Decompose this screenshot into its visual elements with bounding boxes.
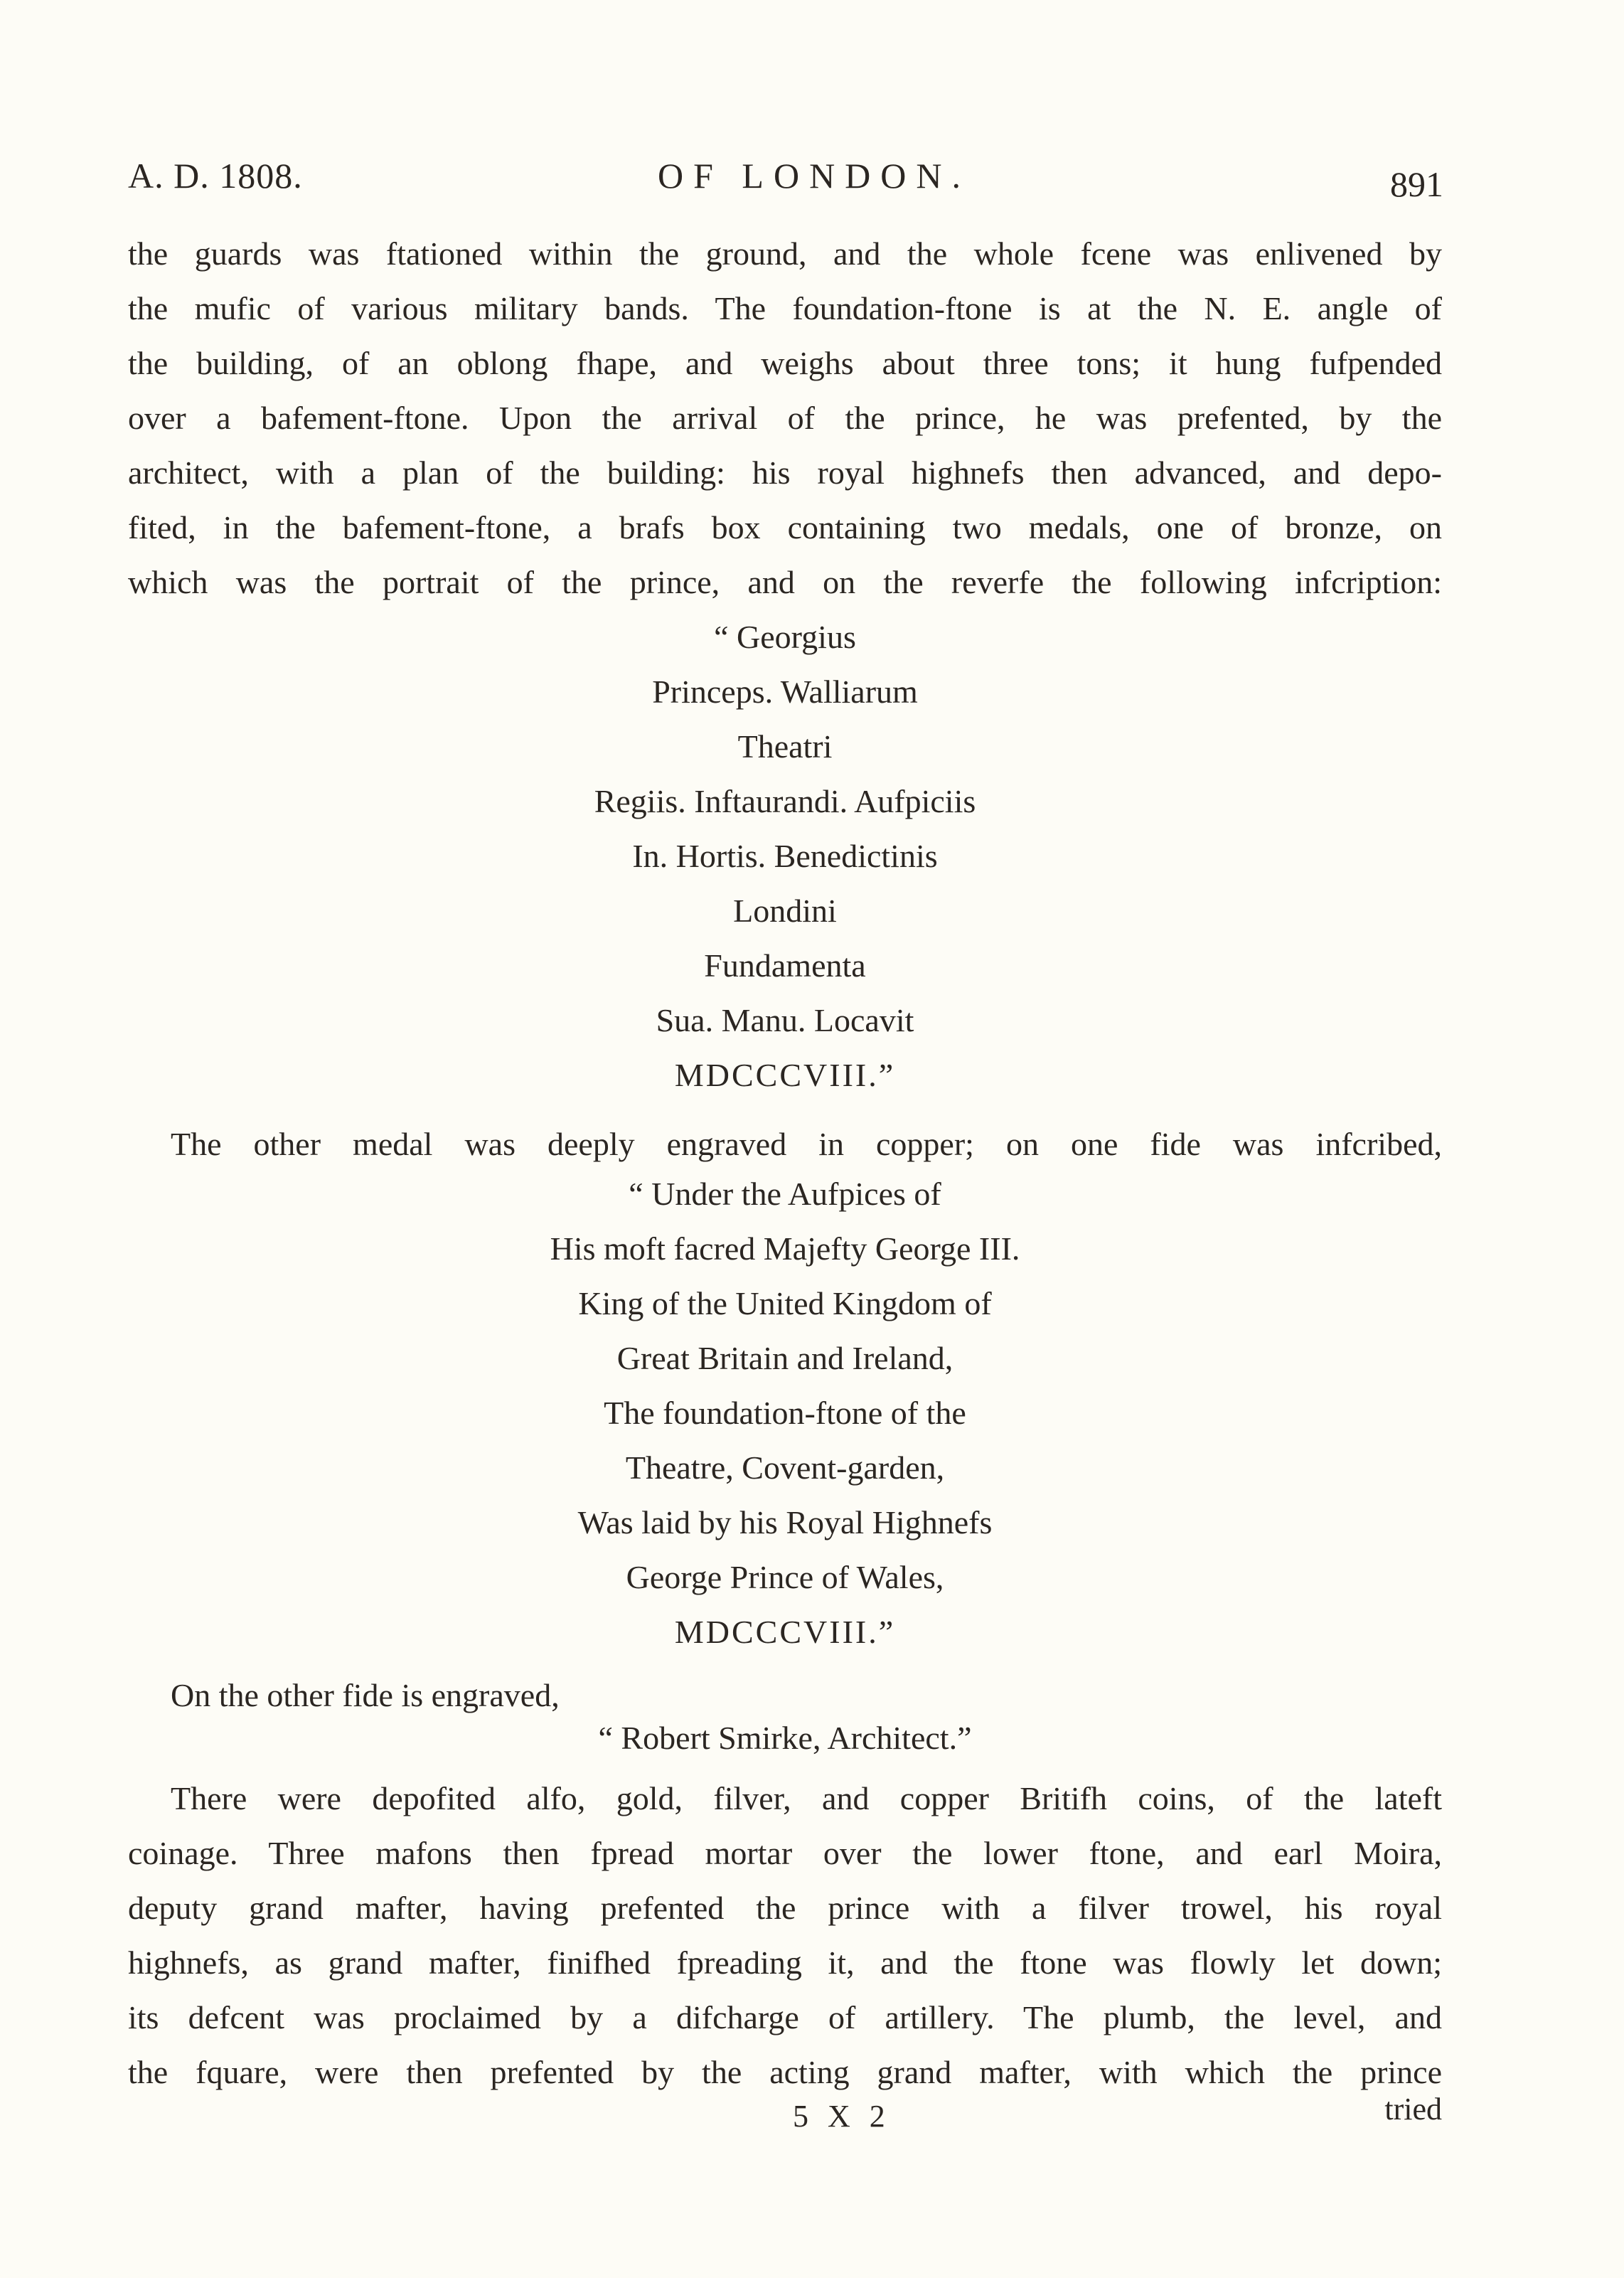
text-line: deputy grand mafter, having prefented the prince with a filver trowel, his royal <box>128 1890 1442 1926</box>
inscription-3 <box>128 1710 1442 1765</box>
inscription-line: The foundation-ftone of the <box>604 1395 966 1431</box>
text-line: The other medal was deeply engraved in copper; on one fide was infcribed, <box>171 1126 1442 1162</box>
signature-mark: 5 X 2 <box>793 2099 891 2134</box>
page-number: 891 <box>1390 164 1443 204</box>
text-line: the guards was ftationed within the ground, and the whole fcene was enlivened by <box>128 235 1442 272</box>
text-line: its defcent was proclaimed by a difcharge of artillery. The plumb, the level, and <box>128 1999 1442 2035</box>
inscription-line: Theatri <box>737 728 833 765</box>
inscription-line: Regiis. Inftaurandi. Aufpiciis <box>594 783 976 819</box>
text-line: the building, of an oblong fhape, and weighs about three tons; it hung fufpended <box>128 345 1442 381</box>
text-line: the mufic of various military bands. The foundation-ftone is at the N. E. angle of <box>128 290 1442 326</box>
text-line: highnefs, as grand mafter, finifhed fpreading it, and the ftone was flowly let down; <box>128 1944 1442 1981</box>
inscription-line: “ Robert Smirke, Architect.” <box>598 1720 972 1756</box>
text-line: coinage. Three mafons then fpread mortar over the lower ftone, and earl Moira, <box>128 1835 1442 1871</box>
paragraph-2 <box>128 1117 1442 1171</box>
paragraph-4 <box>128 1771 1442 2099</box>
running-header <box>128 149 1443 206</box>
inscription-line: Great Britain and Ireland, <box>616 1340 953 1376</box>
inscription-line: His moft facred Majefty George III. <box>550 1230 1020 1267</box>
catchword: tried <box>1384 2092 1442 2127</box>
inscription-line: George Prince of Wales, <box>626 1559 944 1595</box>
inscription-date: MDCCCVIII.” <box>674 1614 896 1650</box>
text-line: There were depofited alfo, gold, filver, and copper Britifh coins, of the lateft <box>171 1780 1442 1816</box>
inscription-line: Fundamenta <box>704 947 866 984</box>
inscription-line: Princeps. Walliarum <box>652 674 918 710</box>
text-line: On the other fide is engraved, <box>171 1677 560 1713</box>
inscription-line: Sua. Manu. Locavit <box>656 1002 914 1038</box>
text-line: the fquare, were then prefented by the acting grand mafter, with which the prince <box>128 2054 1442 2090</box>
header-title: OF LONDON. <box>658 156 971 196</box>
inscription-1 <box>128 610 1442 1102</box>
inscription-line: Theatre, Covent-garden, <box>625 1449 945 1486</box>
inscription-line: Londini <box>733 893 837 929</box>
text-line: architect, with a plan of the building: his royal highnefs then advanced, and depo- <box>128 454 1442 491</box>
text-line: over a bafement-ftone. Upon the arrival of the prince, he was prefented, by the <box>128 400 1442 436</box>
header-year: A. D. 1808. <box>128 156 303 196</box>
text-line: fited, in the bafement-ftone, a brafs box containing two medals, one of bronze, on <box>128 509 1442 545</box>
inscription-date: MDCCCVIII.” <box>674 1057 896 1093</box>
inscription-line: In. Hortis. Benedictinis <box>632 838 938 874</box>
page-footer <box>128 2091 1442 2148</box>
inscription-line: “ Under the Aufpices of <box>629 1176 941 1212</box>
text-line: which was the portrait of the prince, and on the reverfe the following infcription: <box>128 564 1442 600</box>
inscription-line: “ Georgius <box>714 619 856 655</box>
paragraph-1 <box>128 226 1442 610</box>
inscription-2 <box>128 1166 1442 1659</box>
inscription-line: King of the United Kingdom of <box>578 1285 992 1321</box>
inscription-line: Was laid by his Royal Highnefs <box>577 1504 993 1540</box>
